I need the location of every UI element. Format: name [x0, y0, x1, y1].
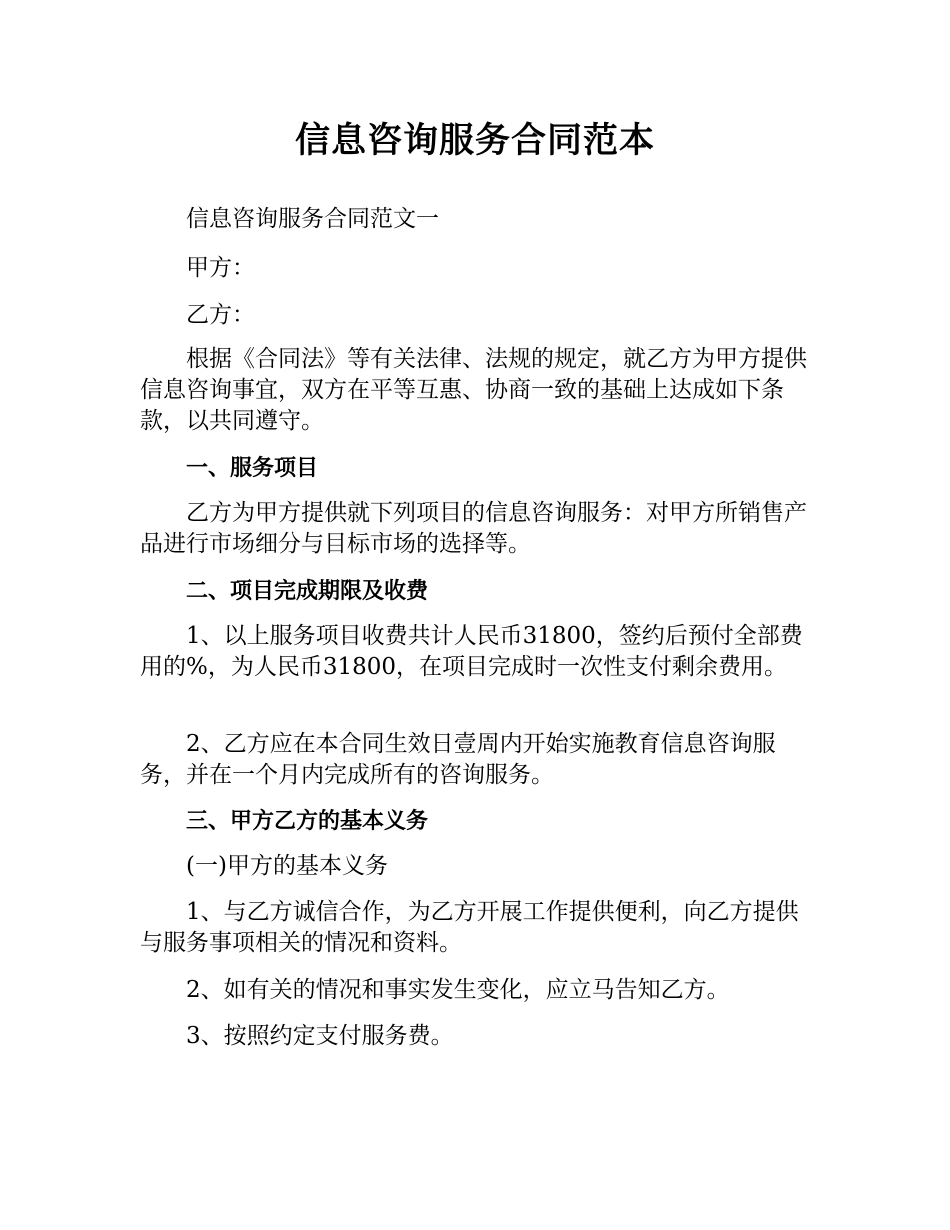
paragraph-obligation-2: 2、如有关的情况和事实发生变化，应立马告知乙方。: [186, 977, 730, 1003]
paragraph-service-items: 乙方为甲方提供就下列项目的信息咨询服务：对甲方所销售产品进行市场细分与目标市场的选择等。: [140, 500, 807, 557]
paragraph-party-a: 甲方：: [186, 255, 255, 281]
paragraph-obligation-1: 1、与乙方诚信合作，为乙方开展工作提供便利，向乙方提供与服务事项相关的情况和资料。: [140, 899, 799, 956]
paragraph-fee-clause-1: 1、以上服务项目收费共计人民币31800，签约后预付全部费用的%，为人民币31800，在项目完成时一次性支付剩余费用。: [140, 623, 803, 680]
document-title: 信息咨询服务合同范本: [294, 121, 655, 161]
paragraph-subtitle: 信息咨询服务合同范文一: [186, 206, 439, 232]
paragraph-preamble: 根据《合同法》等有关法律、法规的规定，就乙方为甲方提供信息咨询事宜，双方在平等互惠、协商一致的基础上达成如下条款，以共同遵守。: [140, 346, 807, 434]
subsection-heading-party-a-obligations: (一)甲方的基本义务: [186, 853, 388, 879]
paragraph-obligation-3: 3、按照约定支付服务费。: [186, 1023, 454, 1049]
section-heading-obligations: 三、甲方乙方的基本义务: [186, 809, 429, 834]
paragraph-fee-clause-2: 2、乙方应在本合同生效日壹周内开始实施教育信息咨询服务，并在一个月内完成所有的咨询服务。: [140, 731, 776, 788]
section-heading-service-items: 一、服务项目: [186, 456, 319, 481]
paragraph-party-b: 乙方：: [186, 302, 255, 328]
section-heading-period-fees: 二、项目完成期限及收费: [186, 579, 429, 604]
